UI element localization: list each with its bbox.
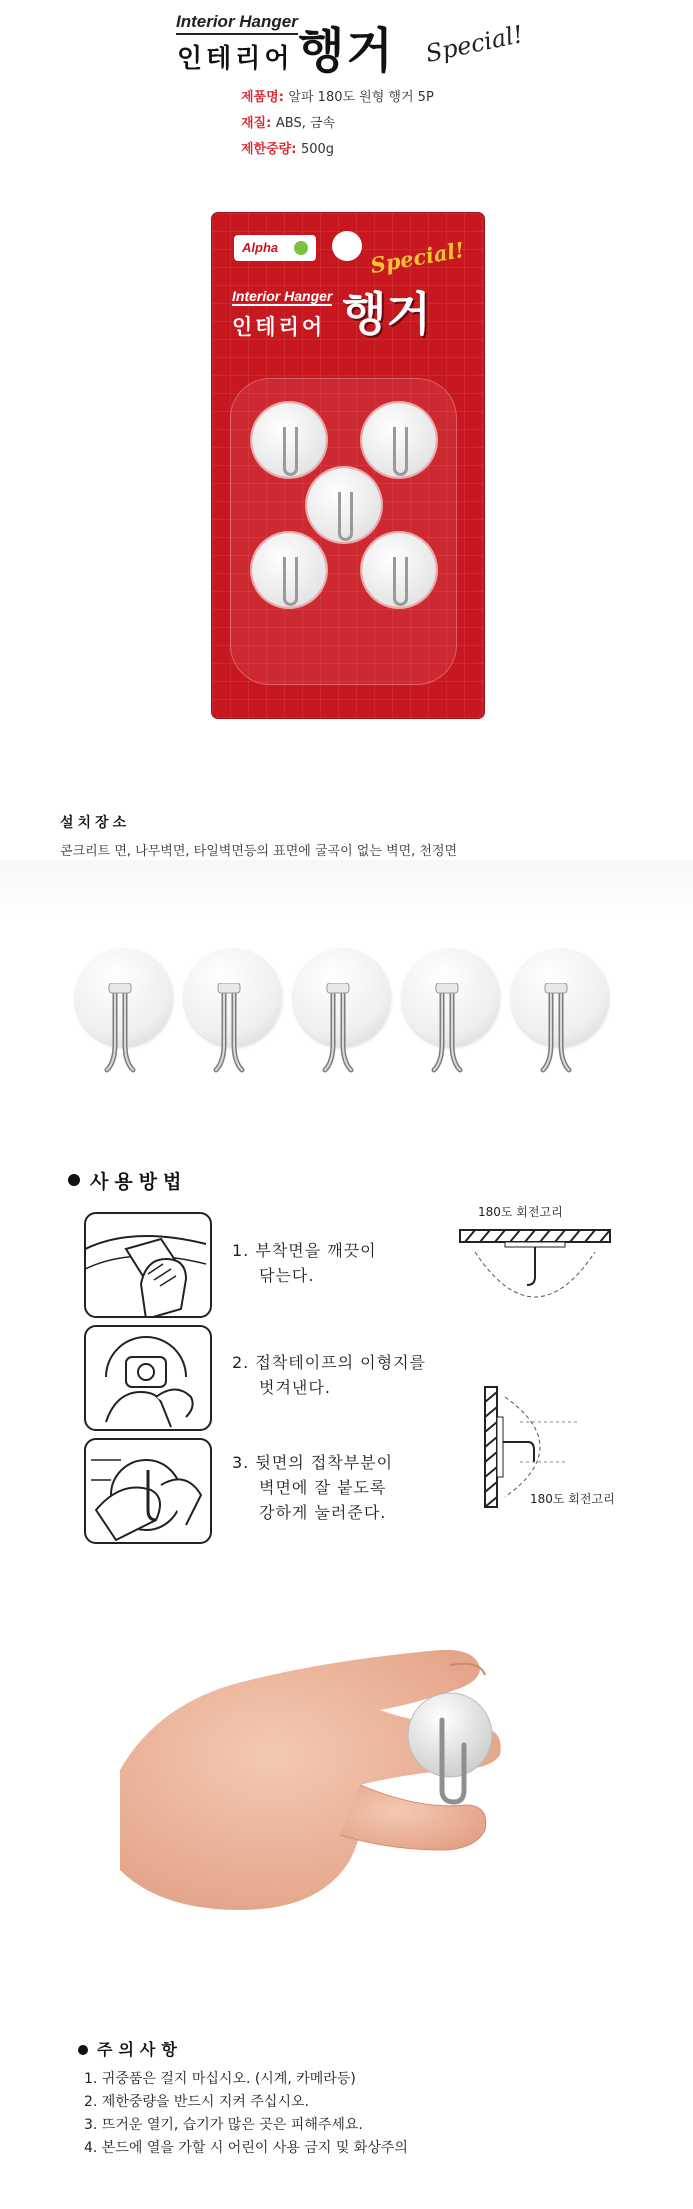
caution-list (84, 2068, 408, 2160)
diagram-top-label: 180도 회전고리 (478, 1205, 563, 1219)
spec-value: ABS, 금속 (275, 116, 336, 131)
hanger-hook-image (293, 948, 391, 1046)
install-title: 설치장소 (60, 815, 131, 831)
usage-step-1: 1. 부착면을 깨끗이 닦는다. (232, 1241, 377, 1285)
spec-value: 알파 180도 원형 행거 5P (288, 90, 434, 105)
hand-holding-hook-image (120, 1610, 570, 1940)
spec-row-weight: 제한중량: 500g (241, 142, 335, 157)
spec-row-material: 재질: ABS, 금속 (241, 116, 336, 131)
hanger-hook-image (184, 948, 282, 1046)
caution-item: 4. 본드에 열을 가할 시 어린이 사용 금지 및 화상주의 (84, 2140, 408, 2156)
caution-item: 3. 뜨거운 열기, 습기가 많은 곳은 피해주세요. (84, 2117, 363, 2133)
hanger-hook-image (402, 948, 500, 1046)
bullet-icon (78, 2045, 88, 2055)
hanger-hook-image (511, 948, 609, 1046)
caution-item: 2. 제한중량을 반드시 지켜 주십시오. (84, 2094, 309, 2110)
bullet-icon (68, 1174, 80, 1186)
packaged-hook (252, 533, 326, 607)
caution-title: 주의사항 (97, 2040, 183, 2059)
install-text: 콘크리트 면, 나무벽면, 타일벽면등의 표면에 굴곡이 없는 벽면, 천정면 (60, 844, 458, 859)
header-special-script: Special! (423, 20, 526, 68)
product-package-image (212, 213, 484, 718)
peel-tape-icon (84, 1325, 212, 1431)
brand-logo: Alpha (234, 235, 316, 261)
press-hanger-icon (84, 1438, 212, 1544)
spec-key: 제품명 (241, 90, 279, 105)
header-korean-title: 행거 (298, 23, 395, 79)
caution-item: 1. 귀중품은 걸지 마십시오. (시계, 카메라등) (84, 2071, 356, 2087)
wipe-surface-icon (84, 1212, 212, 1318)
packaged-hook (362, 533, 436, 607)
usage-title: 사용방법 (90, 1171, 188, 1193)
hang-hole (332, 231, 362, 261)
hanger-hook-image (75, 948, 173, 1046)
packaged-hook (252, 403, 326, 477)
package-special-script: Special! (368, 236, 467, 279)
package-korean-title: 행거 (342, 287, 431, 341)
ceiling-mount-diagram (455, 1222, 615, 1322)
package-english-title: Interior Hanger (232, 288, 333, 304)
package-korean-subtitle: 인테리어 (232, 315, 326, 339)
packaged-hook (307, 468, 381, 542)
spec-key: 재질 (241, 116, 267, 131)
header-korean-subtitle: 인테리어 (177, 44, 294, 74)
spec-row-name: 제품명: 알파 180도 원형 행거 5P (241, 90, 434, 105)
header-english-title: Interior Hanger (176, 12, 298, 35)
spec-key: 제한중량 (241, 142, 292, 157)
section-shade (0, 860, 693, 920)
diagram-side-label: 180도 회전고리 (530, 1492, 615, 1506)
usage-step-3: 3. 뒷면의 접착부분이 벽면에 잘 붙도록 강하게 눌러준다. (232, 1453, 394, 1522)
spec-value: 500g (300, 142, 335, 157)
packaged-hook (362, 403, 436, 477)
usage-step-2: 2. 접착테이프의 이형지를 벗겨낸다. (232, 1353, 427, 1397)
